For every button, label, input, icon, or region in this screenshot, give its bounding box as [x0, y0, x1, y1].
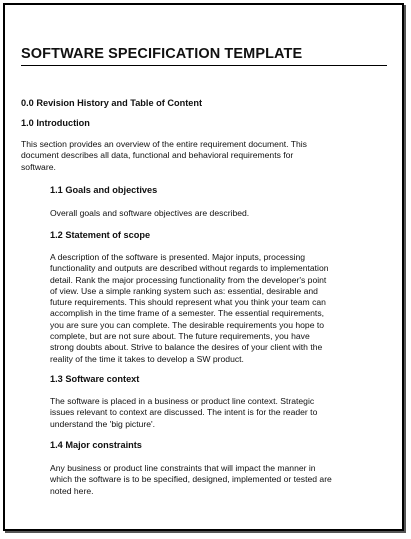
paragraph-line: A description of the software is presented. Major inputs, processing: [50, 252, 306, 262]
paragraph-line: The software is placed in a business or product line context. Strategic: [50, 396, 315, 406]
paragraph-line: understand the 'big picture'.: [50, 418, 156, 429]
paragraph-line: issues relevant to context are discussed. The intent is for the reader to: [50, 407, 318, 418]
paragraph-line: complete, but are not sure about. The future requirements, you have: [50, 331, 310, 342]
paragraph-line: of view. Use a simple ranking system such as: essential, desirable and: [50, 285, 318, 296]
paragraph-line: which the software is to be specified, designed, implemented or tested are: [50, 474, 332, 485]
paragraph-line: accomplish in the time frame of a semester. The essential requirements,: [50, 308, 325, 319]
section-heading-introduction: 1.0 Introduction: [21, 118, 90, 128]
section-heading-context: 1.3 Software context: [50, 374, 140, 384]
paragraph-line: strong doubts about. Strive to balance the desires of your client with the: [50, 342, 323, 353]
paragraph-line: Any business or product line constraints that will impact the manner in: [50, 463, 316, 473]
section-heading-goals: 1.1 Goals and objectives: [50, 185, 158, 195]
paragraph-line: Overall goals and software objectives are described.: [50, 208, 250, 218]
constraints-paragraph: [50, 463, 332, 497]
paragraph-line: This section provides an overview of the entire requirement document. This: [21, 139, 307, 149]
goals-paragraph: [50, 208, 249, 219]
document-page: [3, 3, 404, 531]
title-underline: [21, 65, 387, 66]
paragraph-line: noted here.: [50, 485, 94, 496]
introduction-paragraph: [21, 139, 307, 173]
section-heading-revision-history: 0.0 Revision History and Table of Content: [21, 98, 203, 108]
section-heading-scope: 1.2 Statement of scope: [50, 230, 151, 240]
paragraph-line: future requirements. This should represent what you think your team can: [50, 297, 326, 308]
paragraph-line: document describes all data, functional and behavioral requirements for: [21, 150, 294, 161]
paragraph-line: software.: [21, 161, 56, 172]
paragraph-line: functionality and outputs are described without regards to implementation: [50, 263, 329, 274]
scope-paragraph: [50, 252, 329, 365]
paragraph-line: you are sure you can complete. The desirable requirements you hope to: [50, 319, 325, 330]
paragraph-line: reality of the time it takes to develop a SW product.: [50, 353, 244, 364]
paragraph-line: detail. Rank the major processing functionality from the developer's point: [50, 274, 327, 285]
section-heading-constraints: 1.4 Major constraints: [50, 440, 142, 450]
context-paragraph: [50, 396, 317, 430]
document-title: SOFTWARE SPECIFICATION TEMPLATE: [21, 46, 303, 62]
